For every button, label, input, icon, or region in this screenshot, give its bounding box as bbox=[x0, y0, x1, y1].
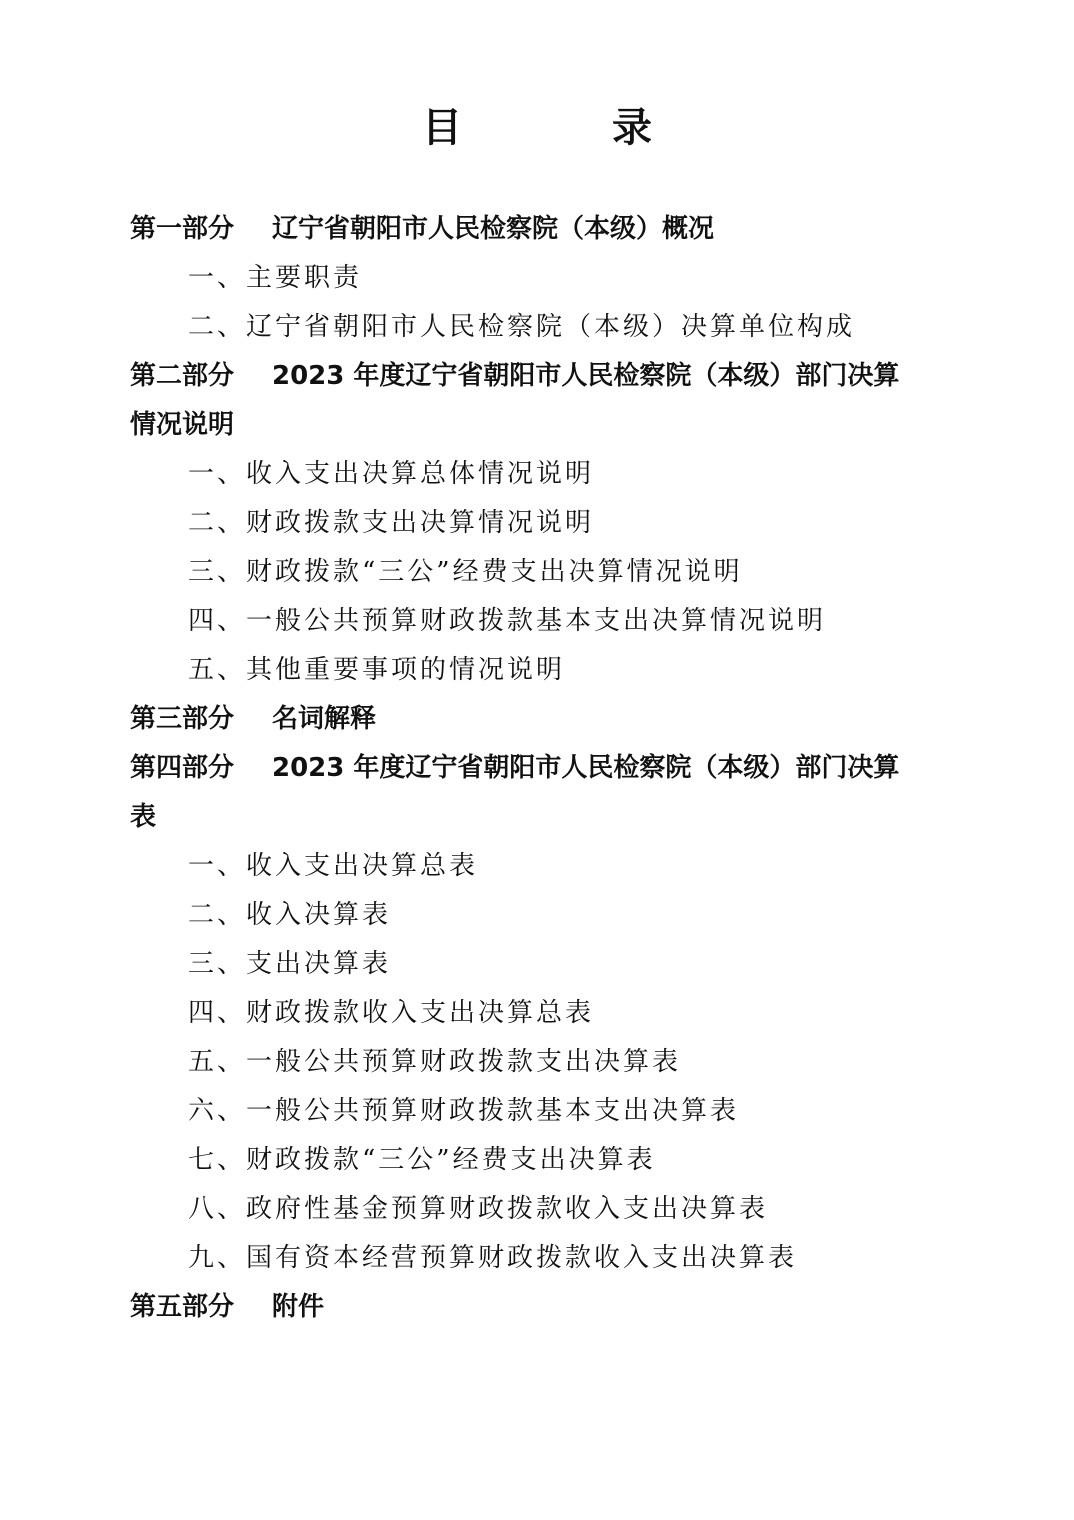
toc-item[interactable]: 四、财政拨款收入支出决算总表 bbox=[188, 998, 595, 1028]
part-label: 第三部分 bbox=[130, 704, 235, 734]
toc-item[interactable]: 四、一般公共预算财政拨款基本支出决算情况说明 bbox=[188, 606, 827, 636]
part-title: 辽宁省朝阳市人民检察院（本级）概况 bbox=[272, 214, 715, 244]
toc-item[interactable]: 二、收入决算表 bbox=[188, 900, 392, 930]
part-title: 附件 bbox=[272, 1292, 325, 1322]
toc-item[interactable]: 三、财政拨款“三公”经费支出决算情况说明 bbox=[188, 557, 743, 587]
toc-item[interactable]: 二、财政拨款支出决算情况说明 bbox=[188, 508, 595, 538]
part-title: 2023 年度辽宁省朝阳市人民检察院（本级）部门决算 bbox=[272, 753, 900, 783]
page-title: 目 录 bbox=[422, 105, 720, 151]
toc-item[interactable]: 三、支出决算表 bbox=[188, 949, 392, 979]
part-label: 第四部分 bbox=[130, 753, 235, 783]
part-1-heading[interactable] bbox=[130, 205, 960, 254]
toc-item[interactable]: 七、财政拨款“三公”经费支出决算表 bbox=[188, 1145, 656, 1175]
part-label: 第一部分 bbox=[130, 214, 235, 244]
toc-item[interactable]: 八、政府性基金预算财政拨款收入支出决算表 bbox=[188, 1194, 769, 1224]
part-title-continuation[interactable]: 情况说明 bbox=[130, 410, 235, 440]
part-5-heading[interactable] bbox=[130, 1283, 960, 1332]
toc-item[interactable]: 五、一般公共预算财政拨款支出决算表 bbox=[188, 1047, 682, 1077]
part-label: 第二部分 bbox=[130, 361, 235, 391]
part-title: 名词解释 bbox=[272, 704, 377, 734]
toc-item[interactable]: 二、辽宁省朝阳市人民检察院（本级）决算单位构成 bbox=[188, 312, 856, 342]
toc-item[interactable]: 九、国有资本经营预算财政拨款收入支出决算表 bbox=[188, 1243, 798, 1273]
toc-item[interactable]: 一、收入支出决算总体情况说明 bbox=[188, 459, 595, 489]
toc-item[interactable]: 一、收入支出决算总表 bbox=[188, 851, 479, 881]
toc-item[interactable]: 一、主要职责 bbox=[188, 263, 363, 293]
part-title-continuation[interactable]: 表 bbox=[130, 802, 157, 832]
part-4-heading[interactable] bbox=[130, 744, 960, 793]
part-3-heading[interactable] bbox=[130, 695, 960, 744]
table-of-contents bbox=[130, 205, 960, 1332]
part-title: 2023 年度辽宁省朝阳市人民检察院（本级）部门决算 bbox=[272, 361, 900, 391]
part-2-heading[interactable] bbox=[130, 352, 960, 401]
toc-item[interactable]: 五、其他重要事项的情况说明 bbox=[188, 655, 566, 685]
toc-item[interactable]: 六、一般公共预算财政拨款基本支出决算表 bbox=[188, 1096, 740, 1126]
part-label: 第五部分 bbox=[130, 1292, 235, 1322]
